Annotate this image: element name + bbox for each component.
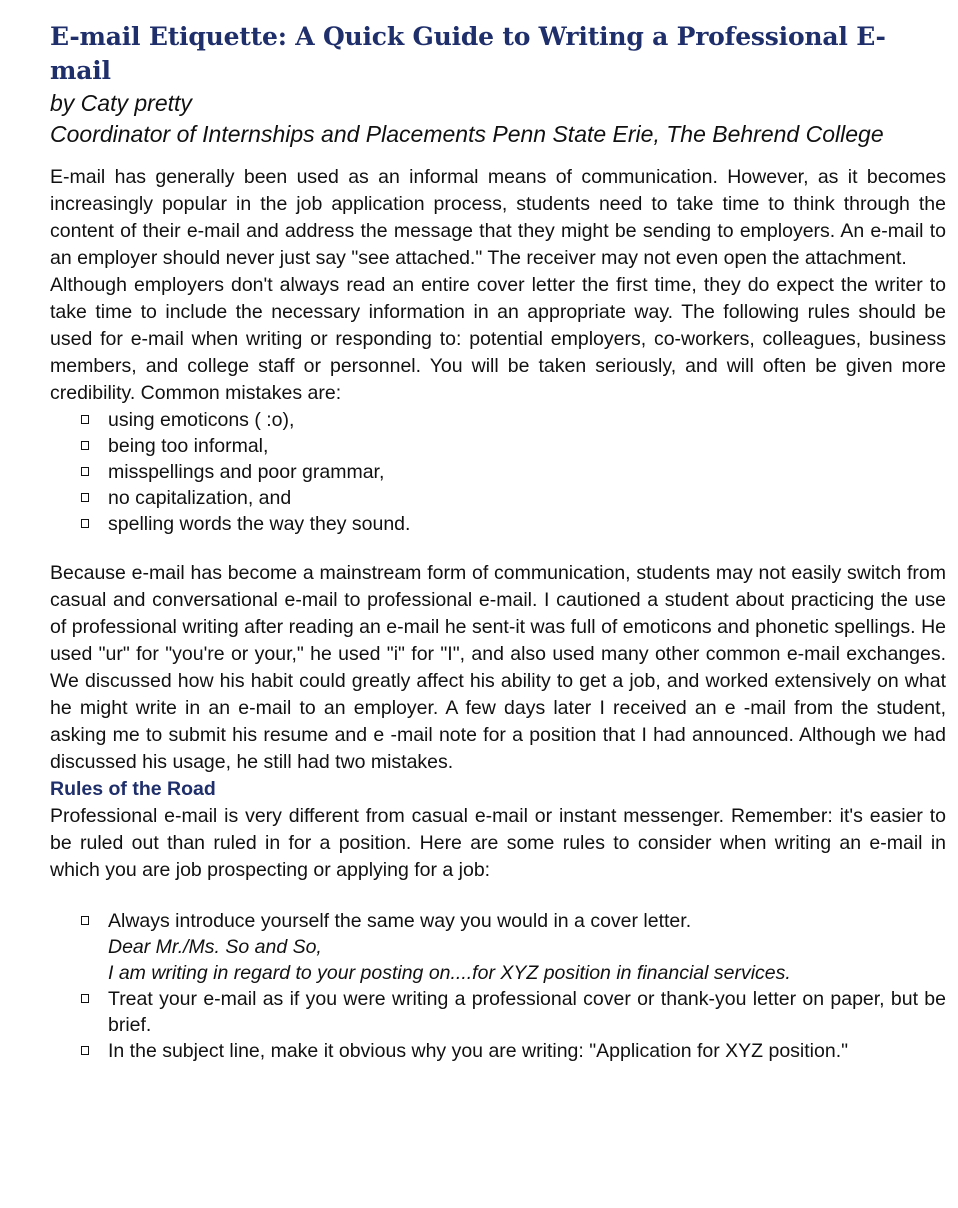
spacer	[50, 884, 946, 908]
list-item: Always introduce yourself the same way you would in a cover letter. Dear Mr./Ms. So and So, I am writing in regard to your posting on....for XYZ position in financial services.	[78, 908, 946, 986]
list-item: In the subject line, make it obvious why you are writing: "Application for XYZ position."	[78, 1038, 946, 1064]
rules-intro-paragraph: Professional e-mail is very different from casual e-mail or instant messenger. Remember: it's easier to be ruled out than ruled in for a position. Here are some rules to consider when writing an e-mail in which you are job prospecting or applying for a job:	[50, 805, 946, 881]
intro-paragraph-1: E-mail has generally been used as an informal means of communication. However, as it becomes increasingly popular in the job application process, students need to take time to think through the content of their e-mail and address the message that they might be sending to employers. An e-mail to an employer should never just say "see attached." The receiver may not even open the attachment.	[50, 166, 946, 269]
spacer	[50, 537, 946, 560]
list-item: Treat your e-mail as if you were writing a professional cover or thank-you letter on paper, but be brief.	[78, 986, 946, 1038]
list-item: misspellings and poor grammar,	[78, 459, 946, 485]
opening-line-example: I am writing in regard to your posting on....for XYZ position in financial services.	[108, 962, 791, 984]
rules-list	[50, 908, 946, 1064]
list-item: no capitalization, and	[78, 485, 946, 511]
document-page	[50, 20, 946, 1064]
author-affiliation: Coordinator of Internships and Placements Penn State Erie, The Behrend College	[50, 121, 884, 147]
author-byline: by Caty pretty	[50, 90, 192, 116]
section-heading-rules: Rules of the Road	[50, 778, 216, 800]
salutation-example: Dear Mr./Ms. So and So,	[108, 936, 322, 958]
list-item: using emoticons ( :o),	[78, 407, 946, 433]
square-bullet-icon	[81, 493, 89, 502]
list-item: spelling words the way they sound.	[78, 511, 946, 537]
square-bullet-icon	[81, 441, 89, 450]
square-bullet-icon	[81, 916, 89, 925]
document-title: E-mail Etiquette: A Quick Guide to Writing a Professional E-mail	[50, 22, 886, 85]
square-bullet-icon	[81, 467, 89, 476]
intro-paragraph-2: Although employers don't always read an entire cover letter the first time, they do expect the writer to take time to include the necessary information in an appropriate way. The following rules should be used for e-mail when writing or responding to: potential employers, co-workers, colleagues, business members, and college staff or personnel. You will be taken seriously, and will often be given more credibility. Common mistakes are:	[50, 274, 946, 404]
common-mistakes-list	[50, 407, 946, 537]
story-paragraph: Because e-mail has become a mainstream form of communication, students may not easily switch from casual and conversational e-mail to professional e-mail. I cautioned a student about practicing the use of professional writing after reading an e-mail he sent-it was full of emoticons and phonetic spellings. He used "ur" for "you're or your," he used "i" for "I", and also used many other common e-mail exchanges. We discussed how his habit could greatly affect his ability to get a job, and worked extensively on what he might write in an e-mail to an employer. A few days later I received an e -mail from the student, asking me to submit his resume and e -mail note for a position that I had announced. Although we had discussed his usage, he still had two mistakes.	[50, 562, 946, 773]
square-bullet-icon	[81, 519, 89, 528]
list-item: being too informal,	[78, 433, 946, 459]
square-bullet-icon	[81, 994, 89, 1003]
square-bullet-icon	[81, 415, 89, 424]
square-bullet-icon	[81, 1046, 89, 1055]
